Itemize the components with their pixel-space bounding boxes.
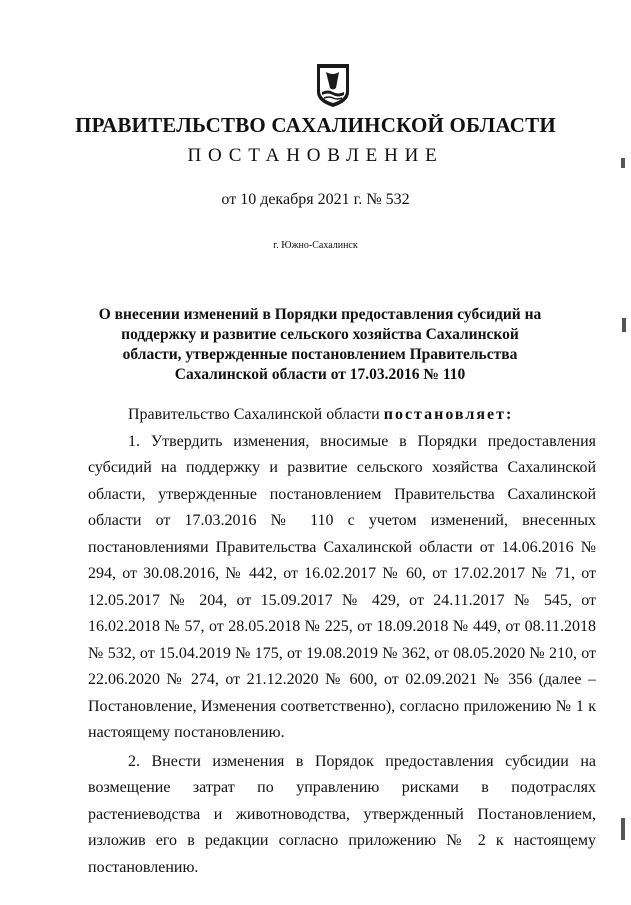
scan-mark xyxy=(622,318,626,332)
scan-mark xyxy=(621,158,625,168)
document-city: г. Южно-Сахалинск xyxy=(273,240,358,251)
government-title: ПРАВИТЕЛЬСТВО САХАЛИНСКОЙ ОБЛАСТИ xyxy=(75,113,556,137)
preamble-emphasis: постановляет: xyxy=(383,406,514,423)
coat-of-arms-emblem xyxy=(315,62,351,108)
preamble-paragraph xyxy=(88,402,596,429)
paragraph-item-2: 2. Внести изменения в Порядок предоставления субсидии на возмещение затрат по управлению рисками в подотраслях растениеводства и животноводства, утвержденный Постановлением, изложив его в редакции согласно приложению № 2 к настоящему постановлению. xyxy=(88,752,596,876)
document-subject: О внесении изменений в Порядки предоставления субсидий на поддержку и развитие сельского хозяйства Сахалинской области, утвержденные постановлением Правительства Сахалинской области от 17.03.2016 № 110 xyxy=(98,306,542,383)
scan-mark xyxy=(621,818,625,840)
document-type: ПОСТАНОВЛЕНИЕ xyxy=(187,145,444,166)
document-body xyxy=(88,402,596,881)
document-date-number: от 10 декабря 2021 г. № 532 xyxy=(221,191,410,208)
preamble-text: Правительство Сахалинской области xyxy=(128,406,384,423)
paragraph-item-1: 1. Утвердить изменения, вносимые в Порядки предоставления субсидий на поддержку и развитие сельского хозяйства Сахалинской области, утвержденные постановлением Правительства Сахалинской области от 17.03.2016 № 110 с учетом изменений, внесенных постановлениями Правительства Сахалинской области от 14.06.2016 № 294, от 30.08.2016, № 442, от 16.02.2017 № 60, от 17.02.2017 № 71, от 12.05.2017 № 204, от 15.09.2017 № 429, от 24.11.2017 № 545, от 16.02.2018 № 57, от 28.05.2018 № 225, от 18.09.2018 № 449, от 08.11.2018 № 532, от 15.04.2019 № 175, от 19.08.2019 № 362, от 08.05.2020 № 210, от 22.06.2020 № 274, от 21.12.2020 № 600, от 02.09.2021 № 356 (далее – Постановление, Изменения соответственно), согласно приложению № 1 к настоящему постановлению. xyxy=(88,432,596,741)
